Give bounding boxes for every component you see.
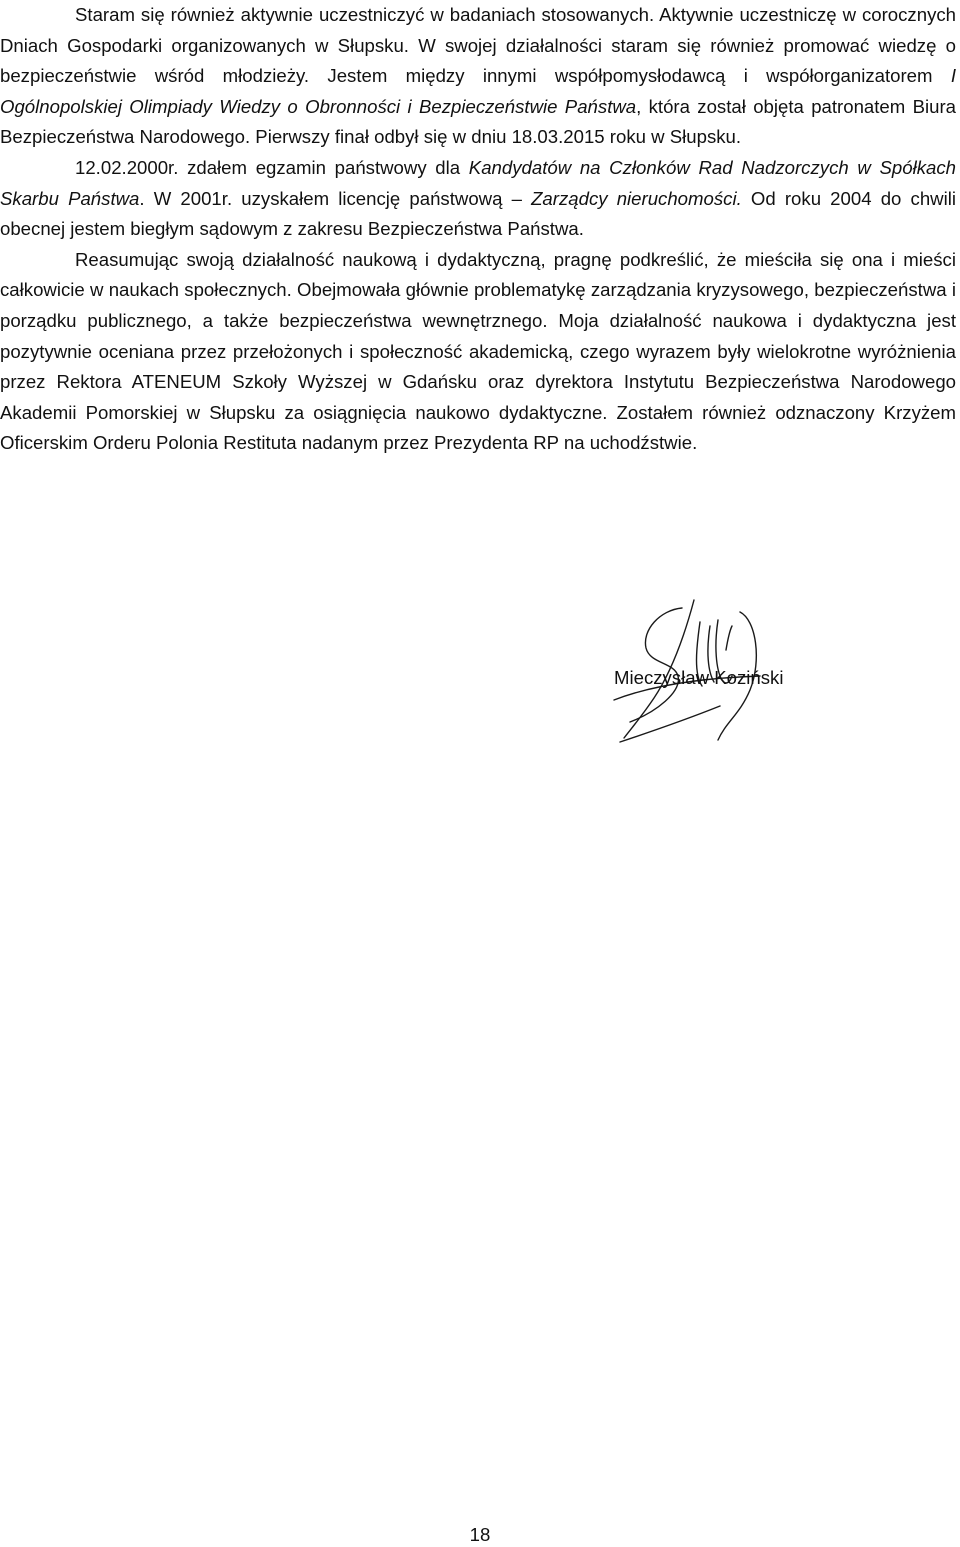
olympiad-title: I Ogólnopolskiej Olimpiady Wiedzy o Obronności i Bezpieczeństwie Państwa — [0, 65, 956, 117]
signature-block — [590, 590, 850, 760]
page-number: 18 — [469, 1524, 491, 1545]
paragraph-text: Reasumując swoją działalność naukową i dydaktyczną, pragnę podkreślić, że mieściła się ona i mieści całkowicie w naukach społecznych. Obejmowała głównie problematykę zarządzania kryzysowego, bezpieczeństwa i porządku publicznego, a także bezpieczeństwa wewnętrznego. Moja działalność naukowa i dydaktyczna jest pozytywnie oceniana przez przełożonych i społeczność akademicką, czego wyrazem były wielokrotne wyróżnienia przez Rektora ATENEUM Szkoły Wyższej w Gdańsku oraz dyrektora Instytutu Bezpieczeństwa Narodowego Akademii Pomorskiej w Słupsku za osiągnięcia naukowo dydaktyczne. Zostałem również odznaczony Krzyżem Oficerskim Orderu Polonia Restituta nadanym przez Prezydenta RP na uchodźstwie. — [0, 248, 956, 454]
exam-title: Kandydatów na Członków Rad Nadzorczych w Spółkach Skarbu Państwa — [0, 156, 956, 209]
paragraph-text: , która został objęta patronatem Biura Bezpieczeństwa Narodowego. Pierwszy finał odbył się w dniu 18.03.2015 roku w Słupsku. — [0, 95, 956, 148]
signer-name: Mieczysław Koziński — [614, 667, 784, 688]
paragraph-text: Staram się również aktywnie uczestniczyć w badaniach stosowanych. Aktywnie uczestniczę w corocznych Dniach Gospodarki organizowanych w Słupsku. W swojej działalności staram się również promować wiedzę o bezpieczeństwie wśród młodzieży. Jestem między innymi współpomysłodawcą i współorganizatorem — [0, 4, 956, 87]
paragraph-text: . W 2001r. uzyskałem licencję państwową – — [139, 187, 532, 209]
license-title: Zarządcy nieruchomości. — [531, 187, 742, 209]
paragraph-text: Od roku 2004 do chwili obecnej jestem biegłym sądowym z zakresu Bezpieczeństwa Państwa. — [0, 187, 956, 240]
paragraph-qualifications — [0, 153, 956, 245]
paragraph-text: 12.02.2000r. zdałem egzamin państwowy dla — [75, 156, 469, 178]
paragraph-summary — [0, 245, 956, 459]
body-text — [0, 0, 956, 459]
paragraph-applied-research — [0, 0, 956, 153]
